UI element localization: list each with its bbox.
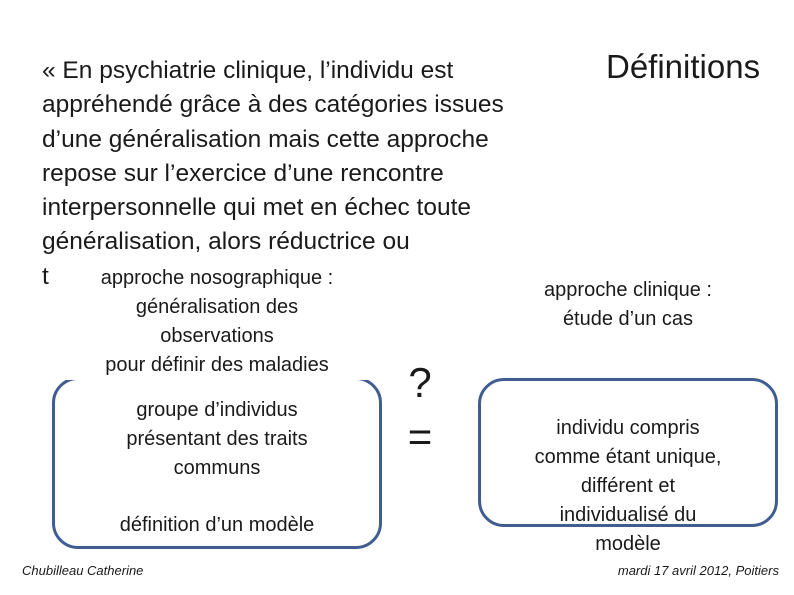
equals-sign: = [407, 413, 433, 460]
individual-line: individualisé du [559, 504, 697, 526]
quote-paragraph [42, 54, 602, 294]
group-line: présentant des traits [126, 428, 308, 450]
quote-line: généralisation, alors réductrice ou [42, 228, 410, 256]
quote-line: repose sur l’exercice d’une rencontre [42, 159, 444, 187]
quote-line: t [42, 262, 49, 290]
heading-line: pour définir des maladies [105, 354, 329, 376]
group-line: groupe d’individus [136, 399, 298, 421]
model-definition: définition d’un modèle [119, 514, 315, 536]
quote-line: appréhendé grâce à des catégories issues [42, 91, 504, 119]
heading-line: observations [160, 325, 274, 347]
footer-author: Chubilleau Catherine [22, 563, 144, 578]
quote-line: d’une généralisation mais cette approche [42, 125, 489, 153]
slide-title: Définitions [606, 48, 761, 85]
quote-line: interpersonnelle qui met en échec toute [42, 194, 472, 222]
nosographic-heading [62, 262, 372, 380]
group-line: communs [173, 457, 261, 479]
individual-description [478, 414, 778, 559]
individual-line: individu compris [556, 417, 700, 439]
heading-line: étude d’un cas [562, 308, 694, 330]
individual-line: différent et [580, 475, 676, 497]
footer-date: mardi 17 avril 2012, Poitiers [617, 563, 779, 578]
question-mark: ? [408, 359, 432, 406]
individual-line: comme étant unique, [534, 446, 722, 468]
clinical-heading [478, 276, 778, 334]
heading-line: approche clinique : [544, 279, 712, 301]
heading-line: approche nosographique : [100, 267, 334, 289]
heading-line: généralisation des [135, 296, 299, 318]
individual-line-last: modèle [591, 530, 665, 559]
quote-line: « En psychiatrie clinique, l’individu est [42, 57, 454, 84]
individual-line [478, 530, 778, 559]
group-description [62, 396, 372, 483]
